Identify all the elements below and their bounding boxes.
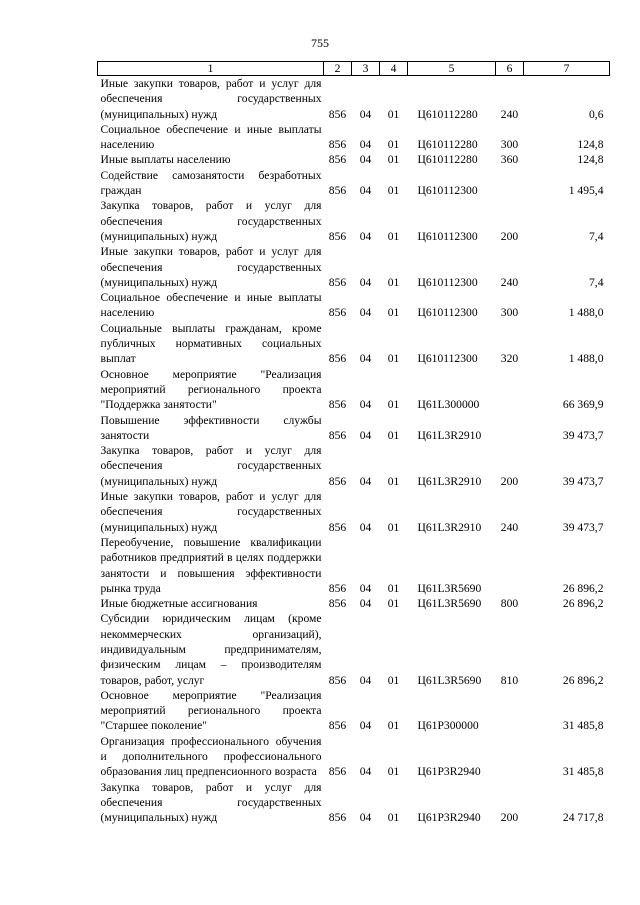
col-6-code [496,168,524,199]
amount: 24 717,8 [562,811,604,825]
table-row [98,76,610,122]
col-6-code [496,535,524,596]
col-5-code: Ц610112300 [417,352,478,366]
table-row [98,122,610,153]
table-row [98,413,610,444]
col-3-code: 04 [359,428,372,442]
row-name: Социальное обеспечение и иные выплаты населению [100,122,322,152]
col-6-code [496,734,524,780]
col-4-code: 01 [387,719,400,733]
col-3-code: 04 [359,581,372,595]
col-5-code: Ц61L3R5690 [417,597,482,611]
col-2-code: 856 [328,138,347,152]
column-header: 3 [352,62,380,76]
col-3-code: 04 [359,719,372,733]
amount: 0,6 [589,107,604,121]
col-4-code: 01 [387,153,400,167]
table-header [98,62,610,76]
col-2-code: 856 [328,673,347,687]
col-3-code: 04 [359,138,372,152]
col-4-code: 01 [387,520,400,534]
table-row [98,443,610,489]
col-5-code: Ц610112300 [417,229,478,243]
amount: 39 473,7 [562,474,604,488]
col-6-code [496,367,524,413]
header-row [98,62,610,76]
amount: 26 896,2 [562,597,604,611]
col-5-code: Ц610112300 [417,306,478,320]
col-2-code: 856 [328,520,347,534]
row-name: Социальные выплаты гражданам, кроме публичных нормативных социальных выплат [100,321,322,366]
row-name: Переобучение, повышение квалификации работников предприятий в целях поддержки занятости и повышения эффективности рынка труда [100,535,322,595]
row-name: Иные бюджетные ассигнования [100,597,258,611]
row-name: Иные закупки товаров, работ и услуг для обеспечения государственных (муниципальных) нужд [100,245,322,289]
table-row [98,152,610,167]
table-row [98,489,610,535]
col-2-code: 856 [328,229,347,243]
amount: 31 485,8 [562,719,604,733]
table-row [98,244,610,290]
row-name: Повышение эффективности службы занятости [100,413,322,442]
col-5-code: Ц610112280 [417,153,478,167]
row-name: Основное мероприятие "Реализация мероприятий регионального проекта "Старшее поколение" [100,688,322,733]
col-3-code: 04 [359,520,372,534]
table-row [98,321,610,367]
amount: 7,4 [589,275,604,289]
table-row [98,734,610,780]
amount: 124,8 [577,138,604,152]
col-6-code: 300 [500,138,519,152]
table-row [98,611,610,687]
col-2-code: 856 [328,184,347,198]
col-4-code: 01 [387,184,400,198]
col-5-code: Ц61L300000 [417,398,480,412]
column-header: 2 [324,62,352,76]
row-name: Иные выплаты населению [100,153,231,167]
col-2-code: 856 [328,581,347,595]
col-3-code: 04 [359,765,372,779]
table-row [98,596,610,611]
col-4-code: 01 [387,673,400,687]
col-4-code: 01 [387,107,400,121]
col-5-code: Ц610112300 [417,275,478,289]
row-name: Закупка товаров, работ и услуг для обеспечения государственных (муниципальных) нужд [100,444,322,488]
col-2-code: 856 [328,765,347,779]
col-2-code: 856 [328,719,347,733]
col-3-code: 04 [359,673,372,687]
column-header: 1 [98,62,324,76]
col-5-code: Ц61L3R5690 [417,581,482,595]
budget-table [97,61,610,826]
col-3-code: 04 [359,153,372,167]
col-4-code: 01 [387,138,400,152]
table-row [98,290,610,321]
table-row [98,688,610,734]
col-5-code: Ц61P300000 [417,719,479,733]
col-3-code: 04 [359,275,372,289]
col-4-code: 01 [387,765,400,779]
col-2-code: 856 [328,597,347,611]
col-6-code: 800 [500,597,519,611]
col-4-code: 01 [387,474,400,488]
col-5-code: Ц610112280 [417,107,478,121]
amount: 39 473,7 [562,428,604,442]
row-name: Субсидии юридическим лицам (кроме некоммерческих организаций), индивидуальным предпринимателям, физическим лицам – производителям товаров, работ, услуг [100,612,322,687]
amount: 7,4 [589,229,604,243]
col-6-code: 240 [500,107,519,121]
col-6-code: 200 [500,811,519,825]
col-5-code: Ц61P3R2940 [417,811,481,825]
page-number: 755 [311,36,329,50]
row-name: Иные закупки товаров, работ и услуг для обеспечения государственных (муниципальных) нужд [100,490,322,534]
col-3-code: 04 [359,597,372,611]
col-3-code: 04 [359,398,372,412]
col-2-code: 856 [328,474,347,488]
amount: 39 473,7 [562,520,604,534]
table-row [98,780,610,826]
col-3-code: 04 [359,474,372,488]
table-row [98,198,610,244]
col-3-code: 04 [359,811,372,825]
col-6-code [496,688,524,734]
col-3-code: 04 [359,229,372,243]
col-6-code: 240 [500,275,519,289]
col-4-code: 01 [387,597,400,611]
amount: 124,8 [577,153,604,167]
col-4-code: 01 [387,275,400,289]
row-name: Организация профессионального обучения и дополнительного профессионального образования лиц предпенсионного возраста [100,734,322,779]
table-row [98,367,610,413]
col-2-code: 856 [328,306,347,320]
row-name: Социальное обеспечение и иные выплаты населению [100,291,322,320]
row-name: Закупка товаров, работ и услуг для обеспечения государственных (муниципальных) нужд [100,780,322,825]
col-4-code: 01 [387,811,400,825]
col-4-code: 01 [387,398,400,412]
col-5-code: Ц61L3R2910 [417,428,482,442]
column-header: 4 [380,62,408,76]
table-row [98,168,610,199]
table-row [98,535,610,596]
row-name: Иные закупки товаров, работ и услуг для обеспечения государственных (муниципальных) нужд [100,77,322,121]
col-6-code: 200 [500,229,519,243]
amount: 26 896,2 [562,581,604,595]
col-2-code: 856 [328,428,347,442]
col-4-code: 01 [387,428,400,442]
amount: 1 488,0 [568,306,604,320]
col-2-code: 856 [328,107,347,121]
col-5-code: Ц610112300 [417,184,478,198]
col-4-code: 01 [387,352,400,366]
col-5-code: Ц61L3R5690 [417,673,482,687]
col-3-code: 04 [359,107,372,121]
col-6-code: 360 [500,153,519,167]
col-5-code: Ц610112280 [417,138,478,152]
amount: 26 896,2 [562,673,604,687]
col-3-code: 04 [359,306,372,320]
col-6-code: 240 [500,520,519,534]
col-6-code: 810 [500,673,519,687]
col-2-code: 856 [328,153,347,167]
amount: 1 495,4 [568,184,604,198]
col-2-code: 856 [328,811,347,825]
col-5-code: Ц61L3R2910 [417,520,482,534]
col-3-code: 04 [359,184,372,198]
col-6-code: 320 [500,352,519,366]
col-2-code: 856 [328,352,347,366]
amount: 31 485,8 [562,765,604,779]
column-header: 5 [408,62,496,76]
amount: 66 369,9 [562,398,604,412]
col-4-code: 01 [387,306,400,320]
col-5-code: Ц61P3R2940 [417,765,481,779]
col-3-code: 04 [359,352,372,366]
col-2-code: 856 [328,398,347,412]
row-name: Закупка товаров, работ и услуг для обеспечения государственных (муниципальных) нужд [100,199,322,243]
col-4-code: 01 [387,229,400,243]
table-body [98,76,610,826]
col-4-code: 01 [387,581,400,595]
col-6-code: 300 [500,306,519,320]
amount: 1 488,0 [568,352,604,366]
col-6-code: 200 [500,474,519,488]
column-header: 7 [524,62,610,76]
col-6-code [496,413,524,444]
row-name: Основное мероприятие "Реализация мероприятий регионального проекта "Поддержка занятости" [100,367,322,412]
column-header: 6 [496,62,524,76]
col-2-code: 856 [328,275,347,289]
row-name: Содействие самозанятости безработных граждан [100,168,322,198]
col-5-code: Ц61L3R2910 [417,474,482,488]
